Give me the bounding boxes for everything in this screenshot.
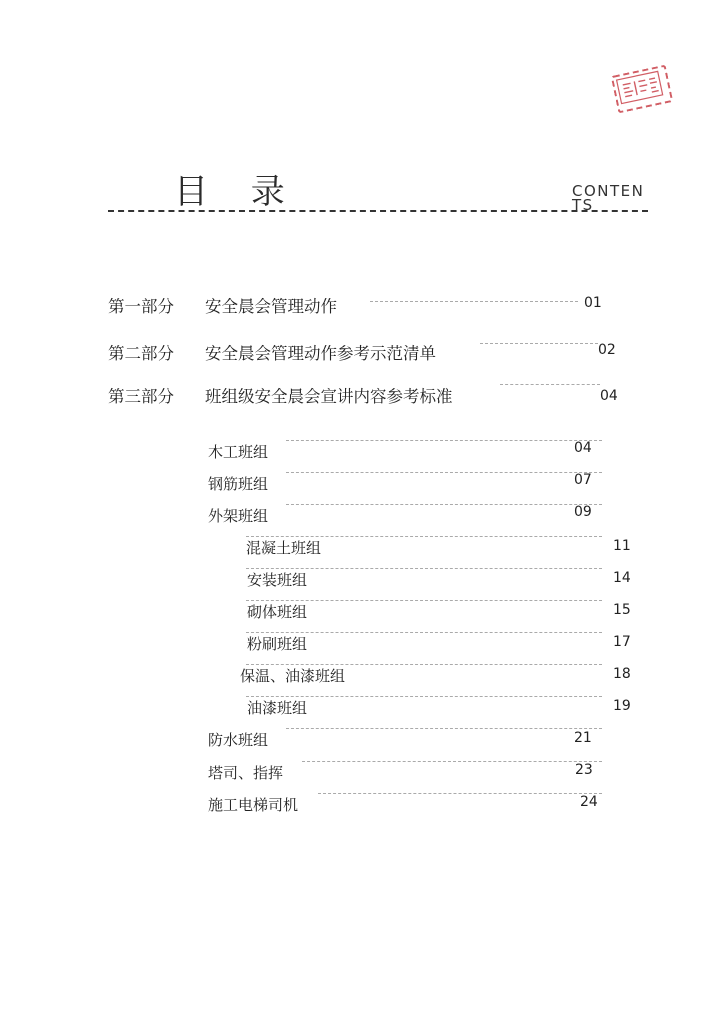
toc-leader [500, 384, 600, 385]
toc-leader [286, 472, 602, 473]
toc-item-1-page: 04 [574, 440, 592, 456]
toc-item-2-title: 钢筋班组 [208, 475, 269, 493]
toc-item-2-page: 07 [574, 472, 592, 488]
toc-part-1-page: 01 [584, 295, 602, 311]
toc-item-6-title: 砌体班组 [247, 603, 308, 621]
red-seal-stamp [611, 65, 674, 114]
toc-item-7-page: 17 [613, 634, 631, 650]
toc-item-12-title: 施工电梯司机 [208, 796, 299, 814]
toc-item-5-title: 安装班组 [247, 571, 308, 589]
toc-leader [246, 632, 602, 633]
toc-item-8-page: 18 [613, 666, 631, 682]
toc-item-6-page: 15 [613, 602, 631, 618]
toc-leader [246, 664, 602, 665]
toc-part-3-title: 班组级安全晨会宣讲内容参考标准 [205, 387, 453, 406]
toc-leader [370, 301, 578, 302]
toc-item-12-page: 24 [580, 794, 598, 810]
toc-leader [246, 696, 602, 697]
toc-item-9-title: 油漆班组 [247, 699, 308, 717]
toc-leader [246, 600, 602, 601]
toc-leader [302, 761, 602, 762]
toc-part-3-page: 04 [600, 388, 618, 404]
toc-leader [246, 568, 602, 569]
toc-leader [286, 728, 602, 729]
toc-item-3-title: 外架班组 [208, 507, 269, 525]
toc-item-8-title: 保温、油漆班组 [240, 667, 346, 685]
toc-leader [480, 343, 598, 344]
toc-leader [286, 440, 602, 441]
toc-item-11-title: 塔司、指挥 [208, 764, 284, 782]
toc-item-9-page: 19 [613, 698, 631, 714]
toc-item-7-title: 粉刷班组 [247, 635, 308, 653]
toc-item-4-page: 11 [613, 538, 631, 554]
toc-part-1-title: 安全晨会管理动作 [205, 297, 337, 316]
toc-item-10-title: 防水班组 [208, 731, 269, 749]
toc-item-4-title: 混凝土班组 [246, 539, 322, 557]
toc-part-3-label: 第三部分 [108, 387, 174, 406]
page-title-en: CONTENTS [572, 182, 645, 214]
toc-part-2-page: 02 [598, 342, 616, 358]
toc-item-1-title: 木工班组 [208, 443, 269, 461]
toc-item-10-page: 21 [574, 730, 592, 746]
toc-leader [318, 793, 602, 794]
toc-leader [286, 504, 602, 505]
toc-part-1-label: 第一部分 [108, 297, 174, 316]
title-divider [108, 210, 648, 212]
toc-item-3-page: 09 [574, 504, 592, 520]
toc-part-2-label: 第二部分 [108, 344, 174, 363]
toc-item-5-page: 14 [613, 570, 631, 586]
toc-item-11-page: 23 [575, 762, 593, 778]
page-title: 目 录 [174, 172, 301, 212]
toc-leader [246, 536, 602, 537]
toc-part-2-title: 安全晨会管理动作参考示范清单 [205, 344, 436, 363]
